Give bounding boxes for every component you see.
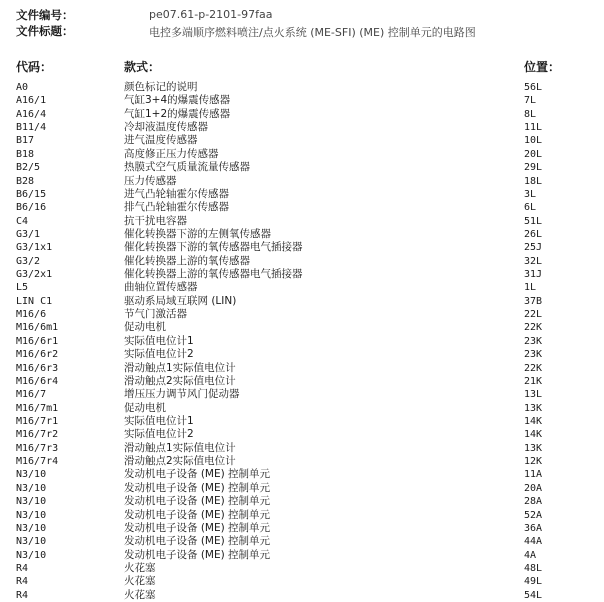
row-pos: 3L (524, 188, 537, 200)
row-pos: 13L (524, 389, 543, 401)
row-code: G3/1 (16, 228, 41, 240)
row-code: M16/7r3 (16, 442, 59, 454)
table-row (0, 455, 604, 468)
row-code: N3/10 (16, 509, 47, 521)
table-row (0, 375, 604, 388)
row-desc: 发动机电子设备 (ME) 控制单元 (124, 495, 271, 508)
table-row (0, 482, 604, 495)
row-desc: 催化转换器下游的氧传感器电气插接器 (124, 241, 303, 254)
row-desc: 火花塞 (124, 561, 156, 574)
table-row (0, 134, 604, 147)
row-desc: 促动电机 (124, 401, 166, 414)
table-row (0, 148, 604, 161)
row-desc: 滑动触点1实际值电位计 (124, 441, 236, 454)
row-pos: 29L (524, 162, 543, 174)
row-desc: 发动机电子设备 (ME) 控制单元 (124, 535, 271, 548)
row-pos: 18L (524, 175, 543, 187)
row-desc: 发动机电子设备 (ME) 控制单元 (124, 548, 271, 561)
row-code: N3/10 (16, 549, 47, 561)
row-pos: 20L (524, 148, 543, 160)
row-desc: 压力传感器 (124, 174, 177, 187)
row-code: C4 (16, 215, 29, 227)
row-pos: 11L (524, 122, 543, 134)
row-pos: 28A (524, 496, 543, 508)
row-desc: 催化转换器上游的氧传感器 (124, 254, 250, 267)
table-row (0, 81, 604, 94)
row-pos: 6L (524, 202, 537, 214)
row-pos: 13K (524, 402, 543, 414)
table-row (0, 121, 604, 134)
row-code: R4 (16, 562, 29, 574)
row-desc: 发动机电子设备 (ME) 控制单元 (124, 468, 271, 481)
row-code: M16/7 (16, 389, 47, 401)
row-pos: 26L (524, 228, 543, 240)
row-pos: 51L (524, 215, 543, 227)
row-desc: 火花塞 (124, 588, 156, 601)
table-row (0, 321, 604, 334)
row-desc: 催化转换器上游的氧传感器电气插接器 (124, 268, 303, 281)
table-row (0, 535, 604, 548)
row-code: M16/6r4 (16, 375, 59, 387)
row-pos: 23K (524, 335, 543, 347)
table-row (0, 575, 604, 588)
table-row (0, 348, 604, 361)
row-pos: 22L (524, 309, 543, 321)
table-row (0, 415, 604, 428)
row-desc: 抗干扰电容器 (124, 214, 187, 227)
row-code: B17 (16, 135, 35, 147)
column-header-pos: 位置： (524, 60, 561, 74)
row-desc: 高度修正压力传感器 (124, 147, 219, 160)
row-code: M16/7r4 (16, 456, 59, 468)
table-row (0, 402, 604, 415)
row-desc: 进气温度传感器 (124, 134, 198, 147)
row-code: M16/6r3 (16, 362, 59, 374)
row-pos: 56L (524, 82, 543, 93)
row-code: A16/1 (16, 95, 47, 107)
row-pos: 21K (524, 375, 543, 387)
row-desc: 曲轴位置传感器 (124, 281, 198, 294)
row-pos: 48L (524, 562, 543, 574)
row-pos: 4A (524, 549, 537, 561)
row-code: M16/6 (16, 309, 47, 321)
row-pos: 10L (524, 135, 543, 147)
table-row (0, 188, 604, 201)
row-pos: 37B (524, 295, 543, 307)
row-code: L5 (16, 282, 29, 294)
table-row (0, 522, 604, 535)
row-code: N3/10 (16, 536, 47, 548)
doc-number-label: 文件编号： (16, 8, 74, 22)
table-row (0, 228, 604, 241)
row-pos: 52A (524, 509, 543, 521)
row-pos: 31J (524, 269, 543, 281)
doc-title-label: 文件标题： (16, 24, 74, 38)
row-code: N3/10 (16, 469, 47, 481)
doc-title-value: 电控多端顺序燃料喷注/点火系统 (ME-SFI) (ME) 控制单元的电路图 (149, 26, 476, 39)
table-row (0, 428, 604, 441)
row-code: M16/6m1 (16, 322, 59, 334)
row-code: B6/16 (16, 202, 47, 214)
row-pos: 12K (524, 456, 543, 468)
row-desc: 驱动系局域互联网 (LIN) (124, 294, 237, 307)
column-header-desc: 款式： (124, 60, 161, 74)
row-pos: 54L (524, 589, 543, 601)
row-pos: 20A (524, 482, 543, 494)
row-code: R4 (16, 589, 29, 601)
row-desc: 进气凸轮轴霍尔传感器 (124, 187, 229, 200)
row-code: M16/6r2 (16, 349, 59, 361)
row-pos: 49L (524, 576, 543, 588)
row-pos: 1L (524, 282, 537, 294)
row-desc: 气缸3+4的爆震传感器 (124, 94, 231, 107)
row-desc: 颜色标记的说明 (124, 81, 198, 93)
table-row (0, 549, 604, 562)
column-header-code: 代码： (16, 60, 53, 74)
table-row (0, 509, 604, 522)
row-pos: 8L (524, 108, 537, 120)
row-desc: 滑动触点2实际值电位计 (124, 374, 236, 387)
legend-table (0, 81, 604, 602)
row-code: M16/6r1 (16, 335, 59, 347)
row-pos: 13K (524, 442, 543, 454)
table-row (0, 442, 604, 455)
table-row (0, 268, 604, 281)
row-desc: 实际值电位计1 (124, 334, 194, 347)
row-desc: 节气门激活器 (124, 308, 187, 321)
row-pos: 22K (524, 322, 543, 334)
table-row (0, 281, 604, 294)
row-desc: 滑动触点1实际值电位计 (124, 361, 236, 374)
row-code: B28 (16, 175, 35, 187)
table-row (0, 495, 604, 508)
table-row (0, 161, 604, 174)
doc-number-value: pe07.61-p-2101-97faa (149, 8, 273, 21)
table-row (0, 589, 604, 602)
row-pos: 14K (524, 415, 543, 427)
row-desc: 排气凸轮轴霍尔传感器 (124, 201, 229, 214)
table-row (0, 215, 604, 228)
row-pos: 11A (524, 469, 543, 481)
table-row (0, 562, 604, 575)
row-desc: 实际值电位计2 (124, 348, 194, 361)
row-code: R4 (16, 576, 29, 588)
row-pos: 32L (524, 255, 543, 267)
row-code: G3/2x1 (16, 269, 53, 281)
row-code: B11/4 (16, 122, 47, 134)
row-desc: 实际值电位计2 (124, 428, 194, 441)
row-pos: 14K (524, 429, 543, 441)
row-pos: 22K (524, 362, 543, 374)
table-row (0, 388, 604, 401)
row-desc: 催化转换器下游的左侧氧传感器 (124, 227, 271, 240)
row-code: G3/2 (16, 255, 41, 267)
row-code: N3/10 (16, 522, 47, 534)
row-desc: 发动机电子设备 (ME) 控制单元 (124, 481, 271, 494)
row-code: N3/10 (16, 496, 47, 508)
row-code: M16/7m1 (16, 402, 59, 414)
row-desc: 增压压力调节风门促动器 (124, 388, 240, 401)
row-code: B18 (16, 148, 35, 160)
row-desc: 实际值电位计1 (124, 414, 194, 427)
row-code: M16/7r2 (16, 429, 59, 441)
row-desc: 热膜式空气质量流量传感器 (124, 161, 250, 174)
row-code: A16/4 (16, 108, 47, 120)
row-desc: 滑动触点2实际值电位计 (124, 455, 236, 468)
row-desc: 促动电机 (124, 321, 166, 334)
row-desc: 火花塞 (124, 575, 156, 588)
row-code: M16/7r1 (16, 415, 59, 427)
row-code: N3/10 (16, 482, 47, 494)
row-code: B6/15 (16, 188, 47, 200)
table-row (0, 108, 604, 121)
table-row (0, 468, 604, 481)
table-row (0, 335, 604, 348)
table-row (0, 308, 604, 321)
table-row (0, 362, 604, 375)
row-pos: 23K (524, 349, 543, 361)
row-desc: 发动机电子设备 (ME) 控制单元 (124, 508, 271, 521)
row-desc: 发动机电子设备 (ME) 控制单元 (124, 521, 271, 534)
table-row (0, 241, 604, 254)
table-row (0, 255, 604, 268)
row-code: LIN C1 (16, 295, 53, 307)
row-code: A0 (16, 82, 29, 93)
row-code: G3/1x1 (16, 242, 53, 254)
table-row (0, 295, 604, 308)
row-pos: 25J (524, 242, 543, 254)
row-desc: 冷却液温度传感器 (124, 121, 208, 134)
table-row (0, 201, 604, 214)
row-pos: 7L (524, 95, 537, 107)
row-pos: 44A (524, 536, 543, 548)
table-row (0, 175, 604, 188)
row-code: B2/5 (16, 162, 41, 174)
table-row (0, 94, 604, 107)
row-desc: 气缸1+2的爆震传感器 (124, 107, 231, 120)
row-pos: 36A (524, 522, 543, 534)
